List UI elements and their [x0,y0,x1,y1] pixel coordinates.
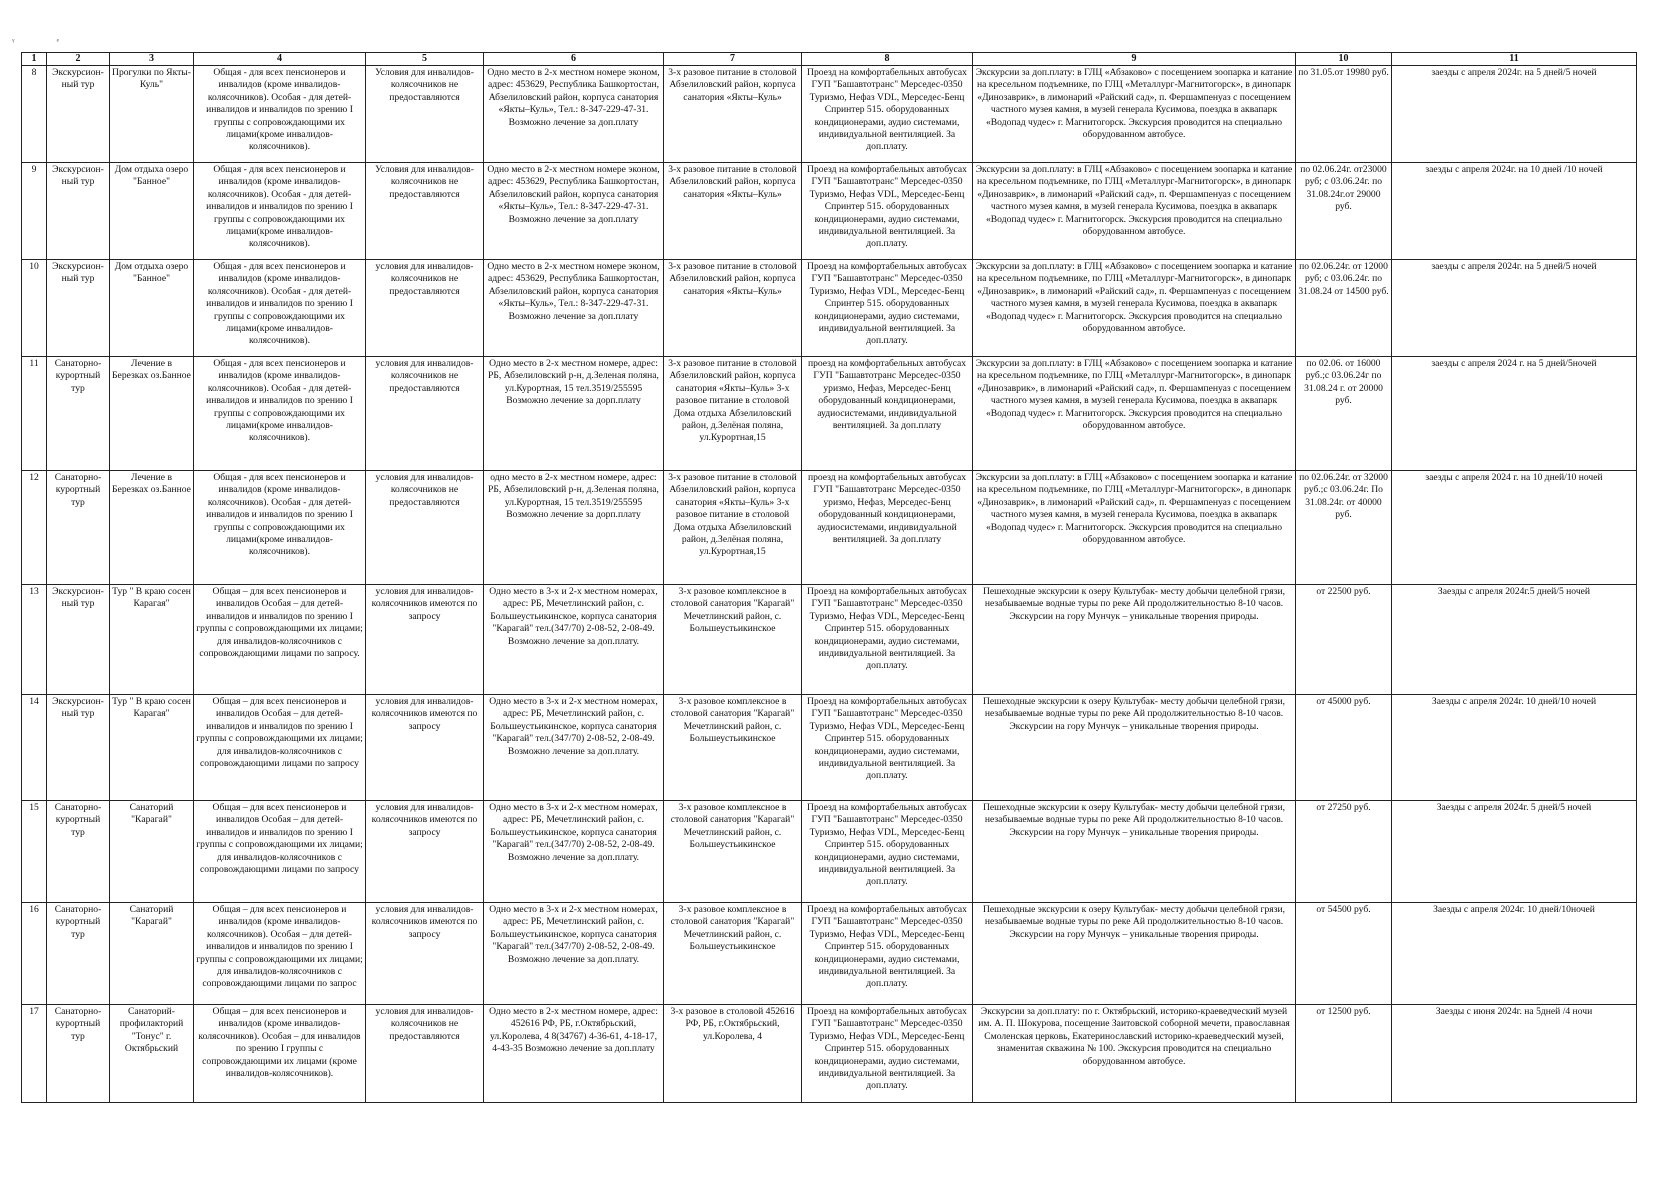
transport-cell: проезд на комфортабельных автобусах ГУП "Башавтотранс Мерседес-0350 уризмо, Нефаз, Мерседес-Бенц оборудованный кондиционерами, аудиосистемами, индивидуальной вентиляцией. За доп.плату [802,471,973,585]
column-header: 8 [802,53,973,66]
dates-cell: Заезды с апреля 2024г.5 дней/5 ночей [1392,585,1637,695]
table-row [22,695,1637,801]
price-cell: от 22500 руб. [1296,585,1392,695]
price-cell: от 27250 руб. [1296,801,1392,903]
excursions-cell: Пешеходные экскурсии к озеру Культубак- месту добычи целебной грязи, незабываемые водные туры по реке Ай продолжительностью 8-10 часов. Экскурсии на гору Мунчук – уникальные творения природы. [973,801,1296,903]
tour-name-cell: Санаторий "Карагай" [110,801,194,903]
tour-name-cell: Лечение в Березках оз.Банное [110,357,194,471]
table-row [22,801,1637,903]
food-cell: 3-х разовое комплексное в столовой санатория "Карагай" Мечетлинский район, с. Большеустьикинское [664,585,802,695]
column-header: 1 [22,53,47,66]
tour-type-cell: Санаторно-курортный тур [47,357,110,471]
row-number-cell: 8 [22,66,47,163]
conditions-cell: условия для инвалидов-колясочников имеются по запросу [366,801,484,903]
column-header: 5 [366,53,484,66]
transport-cell: Проезд на комфортабельных автобусах ГУП "Башавтотранс" Мерседес-0350 Туризмо, Нефаз VDL, Мерседес-Бенц Спринтер 515. оборудованных кондиционерами, аудио системами, индивидуальной вентиляцией. За доп.плату. [802,1005,973,1103]
column-header: 11 [1392,53,1637,66]
column-header: 10 [1296,53,1392,66]
table-row [22,66,1637,163]
placement-cell: Одно место в 2-х местном номере эконом, адрес: 453629, Республика Башкортостан, Абзелиловский район, корпуса санатория «Якты–Куль», Тел.: 8-347-229-47-31. Возможно лечение за доп.плату [484,66,664,163]
transport-cell: Проезд на комфортабельных автобусах ГУП "Башавтотранс" Мерседес-0350 Туризмо, Нефаз VDL, Мерседес-Бенц Спринтер 515. оборудованных кондиционерами, аудио системами, индивидуальной вентиляцией. За доп.плату. [802,260,973,357]
column-header: 7 [664,53,802,66]
category-cell: Общая – для всех пенсионеров и инвалидов Особая – для детей-инвалидов и инвалидов по зрению I группы с сопровождающими их лицами; для инвалидов-колясочников с сопровождающими лицами по запросу [194,801,366,903]
table-row [22,1005,1637,1103]
price-cell: от 12500 руб. [1296,1005,1392,1103]
conditions-cell: Условия для инвалидов-колясочников не предоставляются [366,163,484,260]
placement-cell: Одно место в 3-х и 2-х местном номерах, адрес: РБ, Мечетлинский район, с. Большеустьикинское, корпуса санатория "Карагай" тел.(347/70) 2-08-52, 2-08-49. Возможно лечение за доп.плату. [484,801,664,903]
placement-cell: Одно место в 3-х и 2-х местном номерах, адрес: РБ, Мечетлинский район, с. Большеустьикинское, корпуса санатория "Карагай" тел.(347/70) 2-08-52, 2-08-49. Возможно лечение за доп.плату. [484,903,664,1005]
tour-type-cell: Экскурсион-ный тур [47,695,110,801]
category-cell: Общая – для всех пенсионеров и инвалидов (кроме инвалидов-колясочников). Особая – для инвалидов по зрению I группы с сопровождающими их лицами (кроме инвалидов-колясочников). [194,1005,366,1103]
scan-marks [12,36,99,46]
row-number-cell: 15 [22,801,47,903]
price-cell: по 02.06.24г. от 12000 руб; с 03.06.24г. по 31.08.24 от 14500 руб. [1296,260,1392,357]
row-number-cell: 9 [22,163,47,260]
food-cell: 3-х разовое питание в столовой Абзелиловский район, корпуса санатория «Якты–Куль» 3-х разовое питание в столовой Дома отдыха Абзелиловский район, д.Зелёная поляна, ул.Курортная,15 [664,471,802,585]
transport-cell: проезд на комфортабельных автобусах ГУП "Башавтотранс Мерседес-0350 уризмо, Нефаз, Мерседес-Бенц оборудованный кондиционерами, аудиосистемами, индивидуальной вентиляцией. За доп.плату [802,357,973,471]
conditions-cell: условия для инвалидов-колясочников не предоставляются [366,471,484,585]
table-row [22,163,1637,260]
dates-cell: заезды с апреля 2024г. на 10 дней /10 ночей [1392,163,1637,260]
dates-cell: Заезды с апреля 2024г. 10 дней/10 ночей [1392,695,1637,801]
column-header: 3 [110,53,194,66]
table-row [22,357,1637,471]
placement-cell: Одно место в 2-х местном номере эконом, адрес: 453629, Республика Башкортостан, Абзелиловский район, корпуса санатория «Якты–Куль», Тел.: 8-347-229-47-31. Возможно лечение за доп.плату [484,163,664,260]
tour-name-cell: Дом отдыха озеро "Банное" [110,163,194,260]
food-cell: 3-х разовое питание в столовой Абзелиловский район, корпуса санатория «Якты–Куль» 3-х разовое питание в столовой Дома отдыха Абзелиловский район, д.Зелёная поляна, ул.Курортная,15 [664,357,802,471]
category-cell: Общая – для всех пенсионеров и инвалидов Особая – для детей-инвалидов и инвалидов по зрению I группы с сопровождающими их лицами; для инвалидов-колясочников с сопровождающими лицами по запросу. [194,585,366,695]
tour-name-cell: Тур " В краю сосен Карагая" [110,695,194,801]
dates-cell: Заезды с апреля 2024г. 5 дней/5 ночей [1392,801,1637,903]
transport-cell: Проезд на комфортабельных автобусах ГУП "Башавтотранс" Мерседес-0350 Туризмо, Нефаз VDL, Мерседес-Бенц Спринтер 515. оборудованных кондиционерами, аудио системами, индивидуальной вентиляцией. За доп.плату. [802,695,973,801]
placement-cell: Одно место в 2-х местном номере, адрес: РБ, Абзелиловский р-н, д.Зеленая поляна, ул.Курортная, 15 тел.3519/255595 Возможно лечение за дорп.плату [484,357,664,471]
category-cell: Общая - для всех пенсионеров и инвалидов (кроме инвалидов-колясочников). Особая - для детей-инвалидов и инвалидов по зрению I группы с сопровождающими их лицами(кроме инвалидов-колясочников). [194,163,366,260]
table-row [22,260,1637,357]
scan-mark: ᵉ [56,36,59,46]
conditions-cell: условия для инвалидов-колясочников имеются по запросу [366,585,484,695]
conditions-cell: условия для инвалидов-колясочников имеются по запросу [366,695,484,801]
tour-name-cell: Прогулки по Якты-Куль" [110,66,194,163]
excursions-cell: Пешеходные экскурсии к озеру Культубак- месту добычи целебной грязи, незабываемые водные туры по реке Ай продолжительностью 8-10 часов. Экскурсии на гору Мунчук – уникальные творения природы. [973,903,1296,1005]
category-cell: Общая - для всех пенсионеров и инвалидов (кроме инвалидов-колясочников). Особая - для детей-инвалидов и инвалидов по зрению I группы с сопровождающими их лицами(кроме инвалидов-колясочников). [194,66,366,163]
tour-name-cell: Санаторий "Карагай" [110,903,194,1005]
placement-cell: Одно место в 3-х и 2-х местном номерах, адрес: РБ, Мечетлинский район, с. Большеустьикинское, корпуса санатория "Карагай" тел.(347/70) 2-08-52, 2-08-49. Возможно лечение за доп.плату. [484,585,664,695]
transport-cell: Проезд на комфортабельных автобусах ГУП "Башавтотранс" Мерседес-0350 Туризмо, Нефаз VDL, Мерседес-Бенц Спринтер 515. оборудованных кондиционерами, аудио системами, индивидуальной вентиляцией. За доп.плату. [802,903,973,1005]
table-row [22,903,1637,1005]
category-cell: Общая - для всех пенсионеров и инвалидов (кроме инвалидов-колясочников). Особая - для детей-инвалидов и инвалидов по зрению I группы с сопровождающими их лицами(кроме инвалидов-колясочников). [194,260,366,357]
food-cell: 3-х разовое питание в столовой Абзелиловский район, корпуса санатория «Якты–Куль» [664,66,802,163]
category-cell: Общая - для всех пенсионеров и инвалидов (кроме инвалидов-колясочников). Особая - для детей-инвалидов и инвалидов по зрению I группы с сопровождающими их лицами(кроме инвалидов-колясочников). [194,357,366,471]
tour-name-cell: Лечение в Березках оз.Банное [110,471,194,585]
transport-cell: Проезд на комфортабельных автобусах ГУП "Башавтотранс" Мерседес-0350 Туризмо, Нефаз VDL, Мерседес-Бенц Спринтер 515. оборудованных кондиционерами, аудио системами, индивидуальной вентиляцией. За доп.плату. [802,585,973,695]
excursions-cell: Пешеходные экскурсии к озеру Культубак- месту добычи целебной грязи, незабываемые водные туры по реке Ай продолжительностью 8-10 часов. Экскурсии на гору Мунчук – уникальные творения природы. [973,585,1296,695]
tours-table [21,52,1637,1103]
row-number-cell: 11 [22,357,47,471]
column-header: 6 [484,53,664,66]
food-cell: 3-х разовое питание в столовой Абзелиловский район, корпуса санатория «Якты–Куль» [664,163,802,260]
tour-name-cell: Тур " В краю сосен Карагая" [110,585,194,695]
excursions-cell: Экскурсии за доп.плату: в ГЛЦ «Абзаково» с посещением зоопарка и катание на кресельном подъемнике, по ГЛЦ «Металлург-Магнитогорск», в динопарк «Динозаврик», в лимонарий «Райский сад», п. Фершампенуаз с посещением частного музея камня, в музей генерала Кусимова, поездка в аквапарк «Водопад чудес» г. Магнитогорск. Экскурсия проводится на специально оборудованном автобусе. [973,260,1296,357]
tour-type-cell: Санаторно-курортный тур [47,1005,110,1103]
conditions-cell: условия для инвалидов-колясочников имеются по запросу [366,903,484,1005]
food-cell: 3-х разовое комплексное в столовой санатория "Карагай" Мечетлинский район, с. Большеустьикинское [664,903,802,1005]
row-number-cell: 16 [22,903,47,1005]
category-cell: Общая - для всех пенсионеров и инвалидов (кроме инвалидов-колясочников). Особая - для детей-инвалидов и инвалидов по зрению I группы с сопровождающими их лицами(кроме инвалидов-колясочников). [194,471,366,585]
conditions-cell: условия для инвалидов-колясочников не предоставляются [366,260,484,357]
excursions-cell: Экскурсии за доп.плату: в ГЛЦ «Абзаково» с посещением зоопарка и катание на кресельном подъемнике, по ГЛЦ «Металлург-Магнитогорск», в динопарк «Динозаврик», в лимонарий «Райский сад», п. Фершампенуаз с посещением частного музея камня, в музей генерала Кусимова, поездка в аквапарк «Водопад чудес» г. Магнитогорск. Экскурсия проводится на специально оборудованном автобусе. [973,471,1296,585]
conditions-cell: Условия для инвалидов-колясочников не предоставляются [366,66,484,163]
header-row [22,53,1637,66]
food-cell: 3-х разовое комплексное в столовой санатория "Карагай" Мечетлинский район, с. Большеустьикинское [664,801,802,903]
conditions-cell: условия для инвалидов-колясочников не предоставляются [366,357,484,471]
food-cell: 3-х разовое в столовой 452616 РФ, РБ, г.Октябрьский, ул.Королева, 4 [664,1005,802,1103]
tour-type-cell: Санаторно-курортный тур [47,471,110,585]
table-body [22,66,1637,1103]
scan-mark: ᵞ [12,36,15,46]
excursions-cell: Экскурсии за доп.плату: по г. Октябрьский, историко-краеведческий музей им. А. П. Шокурова, посещение Заитовской соборной мечети, православная Смоленская церковь, Екатеринославский историко-краеведческий музей, знаменитая скважина № 100. Экскурсия проводится на специально оборудованном автобусе. [973,1005,1296,1103]
transport-cell: Проезд на комфортабельных автобусах ГУП "Башавтотранс" Мерседес-0350 Туризмо, Нефаз VDL, Мерседес-Бенц Спринтер 515. оборудованных кондиционерами, аудио системами, индивидуальной вентиляцией. За доп.плату. [802,66,973,163]
column-header: 4 [194,53,366,66]
price-cell: по 02.06.24г. от 32000 руб.;с 03.06.24г. По 31.08.24г. от 40000 руб. [1296,471,1392,585]
dates-cell: Заезды с июня 2024г. на 5дней /4 ночи [1392,1005,1637,1103]
excursions-cell: Экскурсии за доп.плату: в ГЛЦ «Абзаково» с посещением зоопарка и катание на кресельном подъемнике, по ГЛЦ «Металлург-Магнитогорск», в динопарк «Динозаврик», в лимонарий «Райский сад», п. Фершампенуаз с посещением частного музея камня, в музей генерала Кусимова, поездка в аквапарк «Водопад чудес» г. Магнитогорск. Экскурсия проводится на специально оборудованном автобусе. [973,357,1296,471]
row-number-cell: 10 [22,260,47,357]
price-cell: по 02.06. от 16000 руб.;с 03.06.24г по 31.08.24 г. от 20000 руб. [1296,357,1392,471]
price-cell: по 02.06.24г. от23000 руб; с 03.06.24г. по 31.08.24г.от 29000 руб. [1296,163,1392,260]
table-row [22,471,1637,585]
category-cell: Общая – для всех пенсионеров и инвалидов (кроме инвалидов-колясочников). Особая – для детей-инвалидов и инвалидов по зрению I группы с сопровождающими их лицами; для инвалидов-колясочников с сопровождающими лицами по запрос [194,903,366,1005]
tour-type-cell: Экскурсион-ный тур [47,66,110,163]
tour-type-cell: Экскурсион-ный тур [47,585,110,695]
placement-cell: Одно место в 2-х местном номере, адрес: 452616 РФ, РБ, г.Октябрьский, ул.Королева, 4 8(34767) 4-36-61, 4-18-17, 4-43-35 Возможно лечение за доп.плату [484,1005,664,1103]
tour-type-cell: Экскурсион-ный тур [47,260,110,357]
price-cell: по 31.05.от 19980 руб. [1296,66,1392,163]
placement-cell: Одно место в 3-х и 2-х местном номерах, адрес: РБ, Мечетлинский район, с. Большеустьикинское, корпуса санатория "Карагай" тел.(347/70) 2-08-52, 2-08-49. Возможно лечение за доп.плату. [484,695,664,801]
dates-cell: заезды с апреля 2024г. на 5 дней/5 ночей [1392,66,1637,163]
table-row [22,585,1637,695]
placement-cell: Одно место в 2-х местном номере эконом, адрес: 453629, Республика Башкортостан, Абзелиловский район, корпуса санатория «Якты–Куль», Тел.: 8-347-229-47-31. Возможно лечение за доп.плату [484,260,664,357]
dates-cell: заезды с апреля 2024 г. на 10 дней/10 ночей [1392,471,1637,585]
dates-cell: заезды с апреля 2024 г. на 5 дней/5ночей [1392,357,1637,471]
row-number-cell: 14 [22,695,47,801]
price-cell: от 54500 руб. [1296,903,1392,1005]
tour-type-cell: Санаторно-курортный тур [47,801,110,903]
food-cell: 3-х разовое комплексное в столовой санатория "Карагай" Мечетлинский район, с. Большеустьикинское [664,695,802,801]
column-header: 2 [47,53,110,66]
excursions-cell: Экскурсии за доп.плату: в ГЛЦ «Абзаково» с посещением зоопарка и катание на кресельном подъемнике, по ГЛЦ «Металлург-Магнитогорск», в динопарк «Динозаврик», в лимонарий «Райский сад», п. Фершампенуаз с посещением частного музея камня, в музей генерала Кусимова, поездка в аквапарк «Водопад чудес» г. Магнитогорск. Экскурсия проводится на специально оборудованном автобусе. [973,66,1296,163]
tour-type-cell: Санаторно-курортный тур [47,903,110,1005]
row-number-cell: 12 [22,471,47,585]
tour-type-cell: Экскурсион-ный тур [47,163,110,260]
transport-cell: Проезд на комфортабельных автобусах ГУП "Башавтотранс" Мерседес-0350 Туризмо, Нефаз VDL, Мерседес-Бенц Спринтер 515. оборудованных кондиционерами, аудио системами, индивидуальной вентиляцией. За доп.плату. [802,801,973,903]
tour-name-cell: Санаторий-профилакторий "Тонус" г. Октябрьский [110,1005,194,1103]
price-cell: от 45000 руб. [1296,695,1392,801]
transport-cell: Проезд на комфортабельных автобусах ГУП "Башавтотранс" Мерседес-0350 Туризмо, Нефаз VDL, Мерседес-Бенц Спринтер 515. оборудованных кондиционерами, аудио системами, индивидуальной вентиляцией. За доп.плату. [802,163,973,260]
category-cell: Общая – для всех пенсионеров и инвалидов Особая – для детей-инвалидов и инвалидов по зрению I группы с сопровождающими их лицами; для инвалидов-колясочников с сопровождающими лицами по запросу [194,695,366,801]
row-number-cell: 13 [22,585,47,695]
tour-name-cell: Дом отдыха озеро "Банное" [110,260,194,357]
row-number-cell: 17 [22,1005,47,1103]
excursions-cell: Пешеходные экскурсии к озеру Культубак- месту добычи целебной грязи, незабываемые водные туры по реке Ай продолжительностью 8-10 часов. Экскурсии на гору Мунчук – уникальные творения природы. [973,695,1296,801]
excursions-cell: Экскурсии за доп.плату: в ГЛЦ «Абзаково» с посещением зоопарка и катание на кресельном подъемнике, по ГЛЦ «Металлург-Магнитогорск», в динопарк «Динозаврик», в лимонарий «Райский сад», п. Фершампенуаз с посещением частного музея камня, в музей генерала Кусимова, поездка в аквапарк «Водопад чудес» г. Магнитогорск. Экскурсия проводится на специально оборудованном автобусе. [973,163,1296,260]
column-header: 9 [973,53,1296,66]
placement-cell: одно место в 2-х местном номере, адрес: РБ, Абзелиловский р-н, д.Зеленая поляна, ул.Курортная, 15 тел.3519/255595 Возможно лечение за дорп.плату [484,471,664,585]
dates-cell: Заезды с апреля 2024г. 10 дней/10ночей [1392,903,1637,1005]
dates-cell: заезды с апреля 2024г. на 5 дней/5 ночей [1392,260,1637,357]
food-cell: 3-х разовое питание в столовой Абзелиловский район, корпуса санатория «Якты–Куль» [664,260,802,357]
conditions-cell: условия для инвалидов-колясочников не предоставляются [366,1005,484,1103]
